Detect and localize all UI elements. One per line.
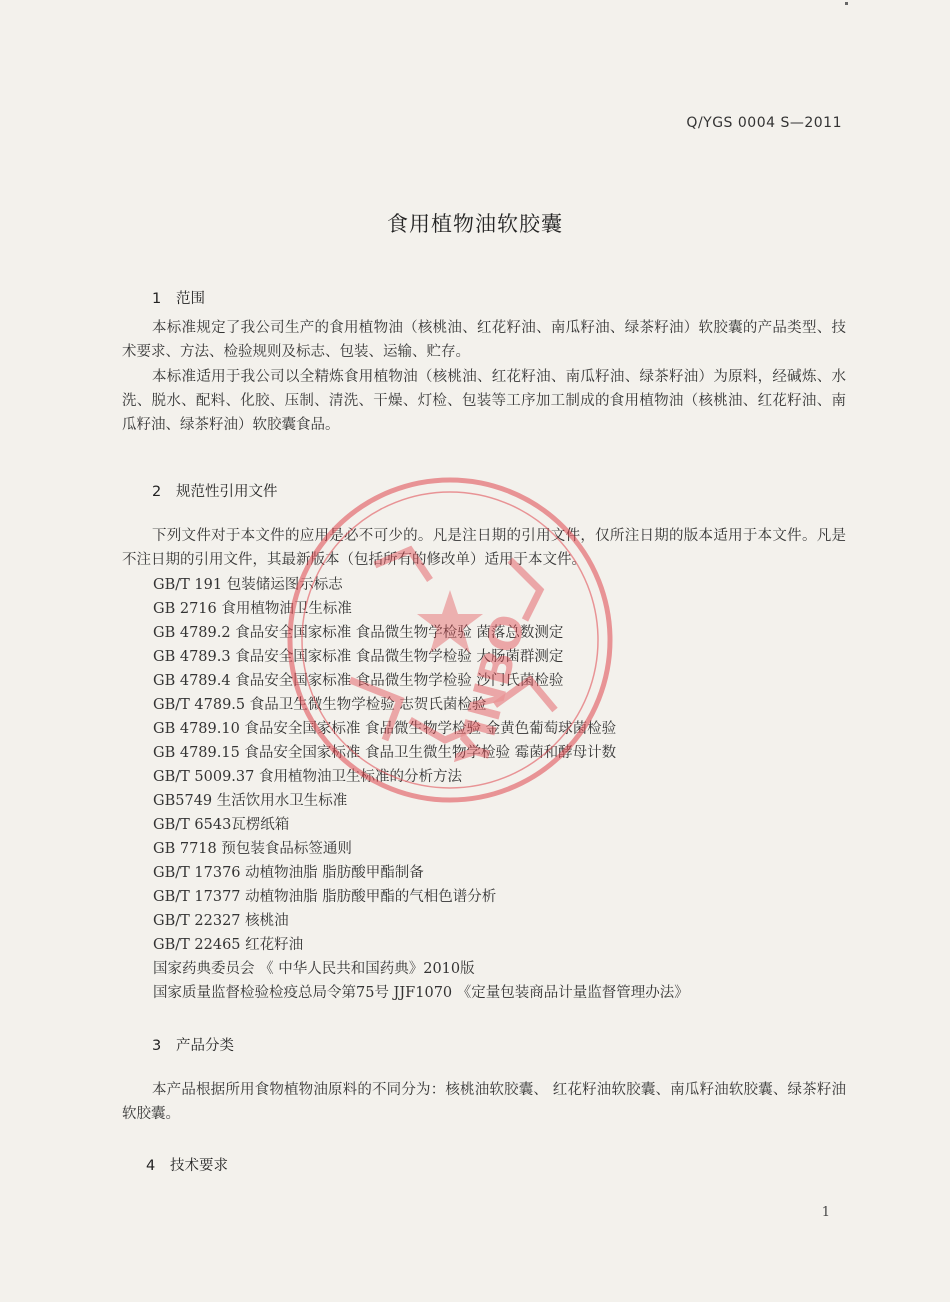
section-heading-scope [152,287,205,308]
reference-item: GB/T 17376 动植物油脂 脂肪酸甲酯制备 [153,865,424,881]
reference-item: GB/T 22465 红花籽油 [153,937,304,953]
scan-mark [845,2,848,5]
reference-item: GB/T 191 包装储运图示标志 [153,577,343,593]
page-title: 食用植物油软胶囊 [387,212,563,236]
section-title: 技术要求 [170,1158,228,1174]
reference-item: GB 4789.15 食品安全国家标准 食品卫生微生物学检验 霉菌和酵母计数 [153,745,617,761]
scope-paragraph-2: 本标准适用于我公司以全精炼食用植物油（核桃油、红花籽油、南瓜籽油、绿茶籽油）为原料，经碱炼、水洗、脱水、配料、化胶、压制、清洗、干燥、灯检、包装等工序加工制成的食用植物油（核桃油、红花籽油、南瓜籽油、绿茶籽油）软胶囊食品。 [122,369,846,433]
reference-item: 国家药典委员会 《 中华人民共和国药典》2010版 [153,961,475,977]
section-title: 规范性引用文件 [176,484,278,500]
section-number: 1 [152,291,162,307]
reference-item: GB/T 22327 核桃油 [153,913,289,929]
reference-item: GB/T 17377 动植物油脂 脂肪酸甲酯的气相色谱分析 [153,889,497,905]
section-number: 4 [146,1158,156,1174]
reference-item: GB 2716 食用植物油卫生标准 [153,601,352,617]
classification-paragraph: 本产品根据所用食物植物油原料的不同分为：核桃油软胶囊、 红花籽油软胶囊、南瓜籽油软胶囊、绿茶籽油软胶囊。 [122,1082,846,1122]
scope-paragraph-1: 本标准规定了我公司生产的食用植物油（核桃油、红花籽油、南瓜籽油、绿茶籽油）软胶囊的产品类型、技术要求、方法、检验规则及标志、包装、运输、贮存。 [122,320,846,360]
section-number: 3 [152,1038,162,1054]
reference-item: GB/T 4789.5 食品卫生微生物学检验 志贺氏菌检验 [153,697,487,713]
reference-item: GB 4789.4 食品安全国家标准 食品微生物学检验 沙门氏菌检验 [153,673,564,689]
reference-item: GB 4789.3 食品安全国家标准 食品微生物学检验 大肠菌群测定 [153,649,564,665]
reference-list [153,573,689,1005]
section-number: 2 [152,484,162,500]
document-code: Q/YGS 0004 S—2011 [686,115,842,131]
section-title: 范围 [176,291,205,307]
references-intro: 下列文件对于本文件的应用是必不可少的。凡是注日期的引用文件，仅所注日期的版本适用于本文件。凡是不注日期的引用文件，其最新版本（包括所有的修改单）适用于本文件。 [122,528,846,568]
section-heading-references [152,480,278,501]
section-heading-technical [146,1154,228,1175]
reference-item: GB/T 5009.37 食用植物油卫生标准的分析方法 [153,769,462,785]
page-number: 1 [821,1205,830,1220]
section-title: 产品分类 [176,1038,234,1054]
reference-item: GB 4789.10 食品安全国家标准 食品微生物学检验 金黄色葡萄球菌检验 [153,721,617,737]
reference-item: 国家质量监督检验检疫总局令第75号 JJF1070 《定量包装商品计量监督管理办法》 [153,985,689,1001]
reference-item: GB 4789.2 食品安全国家标准 食品微生物学检验 菌落总数测定 [153,625,564,641]
reference-item: GB5749 生活饮用水卫生标准 [153,793,348,809]
seal-text: YINBO [446,608,537,773]
reference-item: GB 7718 预包装食品标签通则 [153,841,352,857]
section-heading-classification [152,1034,234,1055]
reference-item: GB/T 6543瓦楞纸箱 [153,817,290,833]
